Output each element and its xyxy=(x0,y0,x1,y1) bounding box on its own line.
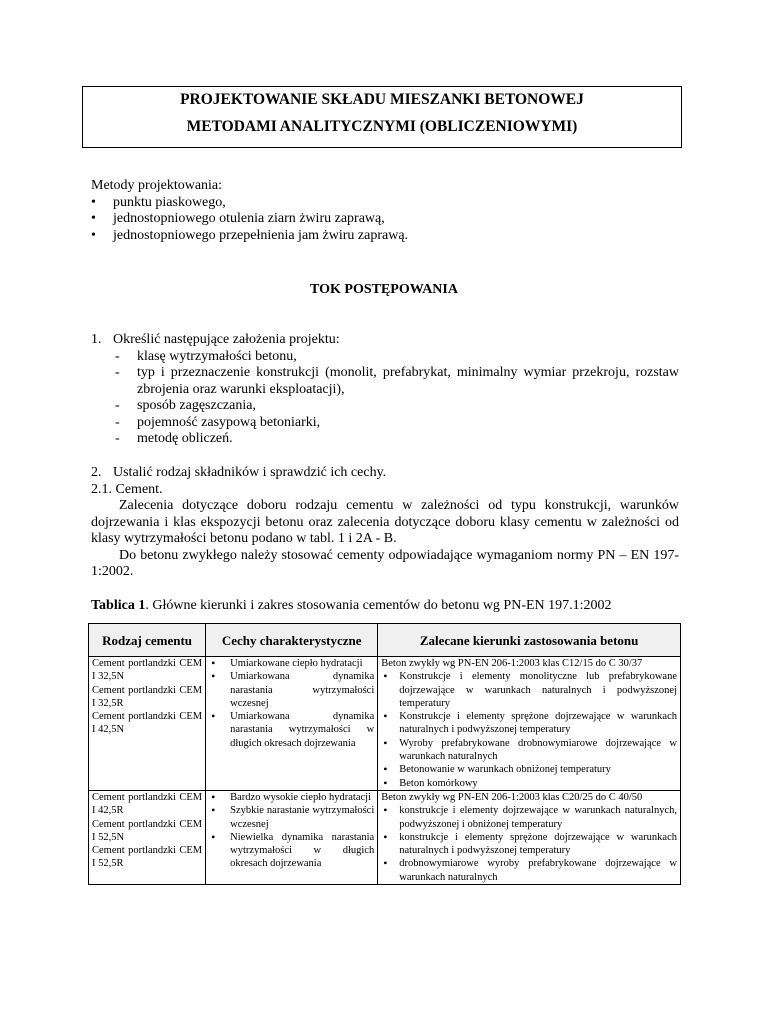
step-1-item: - metodę obliczeń. xyxy=(115,431,233,446)
features-cell: • Umiarkowane ciepło hydratacji • Umiarkowana dynamika narastania wytrzymałości wczesnej • Umiarkowana dynamika narastania wytrzymałości w długich okresach dojrzewania xyxy=(206,657,378,791)
step-1 xyxy=(91,332,679,448)
table-caption xyxy=(91,598,691,614)
method-item: • punktu piaskowego, xyxy=(91,194,226,210)
step-1-item: - typ i przeznaczenie konstrukcji (monolit, prefabrykat, minimalny wymiar przekroju, rozstaw zbrojenia oraz warunki eksploatacji), xyxy=(115,365,679,397)
applications-cell: Beton zwykły wg PN-EN 206-1:2003 klas C12/15 do C 30/37 • Konstrukcje i elementy monolityczne lub prefabrykowane dojrzewające w warunkach naturalnych i podwyższonej temperatury • Konstrukcje i elementy sprężone dojrzewające w warunkach naturalnych i podwyższonej temperatury • Wyroby prefabrykowane drobnowymiarowe dojrzewające w warunkach naturalnych • Betonowanie w warunkach obniżonej temperatury • Beton komórkowy xyxy=(378,657,681,791)
methods-intro xyxy=(91,178,691,244)
table-caption-text: . Główne kierunki i zakres stosowania cementów do betonu wg PN-EN 197.1:2002 xyxy=(145,598,612,613)
step-2-1-heading: 2.1. Cement. xyxy=(91,481,163,497)
cement-cell: Cement portlandzki CEM I 42,5R Cement portlandzki CEM I 52,5N Cement portlandzki CEM I 52,5R xyxy=(89,790,206,884)
header-cement-type: Rodzaj cementu xyxy=(89,624,206,657)
cement-table xyxy=(88,623,681,885)
title-line-1: PROJEKTOWANIE SKŁADU MIESZANKI BETONOWEJ xyxy=(180,91,584,108)
features-cell: • Bardzo wysokie ciepło hydratacji • Szybkie narastanie wytrzymałości wczesnej • Niewielka dynamika narastania wytrzymałości w długich okresach dojrzewania xyxy=(206,790,378,884)
header-features: Cechy charakterystyczne xyxy=(206,624,378,657)
cement-cell: Cement portlandzki CEM I 32,5N Cement portlandzki CEM I 32,5R Cement portlandzki CEM I 42,5N xyxy=(89,657,206,791)
bullet-icon: • xyxy=(91,227,96,243)
step-1-item: - pojemność zasypową betoniarki, xyxy=(115,414,321,430)
step-1-item: - sposób zagęszczania, xyxy=(115,398,256,413)
table-row xyxy=(89,790,681,884)
cement-paragraph-2: Do betonu zwykłego należy stosować cementy odpowiadające wymaganiom normy PN – EN 197-1:2002. xyxy=(91,547,679,579)
table-header-row xyxy=(89,624,681,657)
section-title: TOK POSTĘPOWANIA xyxy=(310,282,458,297)
cement-paragraph-1: Zalecenia dotyczące doboru rodzaju cementu w zależności od typu konstrukcji, warunków dojrzewania i klas ekspozycji betonu oraz zalecenia dotyczące doboru klasy cementu w zależności od klasy wytrzymałości betonu podano w tabl. 1 i 2A - B. xyxy=(91,498,679,546)
step-2-heading: 2. Ustalić rodzaj składników i sprawdzić ich cechy. xyxy=(91,465,387,480)
header-applications: Zalecane kierunki zastosowania betonu xyxy=(378,624,681,657)
methods-heading: Metody projektowania: xyxy=(91,178,223,193)
method-item: • jednostopniowego otulenia ziarn żwiru zaprawą, xyxy=(91,211,385,226)
method-item: • jednostopniowego przepełnienia jam żwiru zaprawą. xyxy=(91,227,409,243)
applications-cell: Beton zwykły wg PN-EN 206-1:2003 klas C20/25 do C 40/50 • konstrukcje i elementy dojrzewające w warunkach naturalnych, podwyższonej i obniżonej temperatury • konstrukcje i elementy sprężone dojrzewające w warunkach naturalnych i podwyższonej temperatury • drobnowymiarowe wyroby prefabrykowane dojrzewające w warunkach naturalnych xyxy=(378,790,681,884)
bullet-icon: • xyxy=(91,211,96,226)
step-1-heading: 1. Określić następujące założenia projektu: xyxy=(91,332,340,347)
title-line-2: METODAMI ANALITYCZNYMI (OBLICZENIOWYMI) xyxy=(186,118,578,135)
title-box xyxy=(82,86,682,148)
table-row xyxy=(89,657,681,791)
step-1-item: - klasę wytrzymałości betonu, xyxy=(115,348,297,364)
table-caption-label: Tablica 1 xyxy=(91,598,146,613)
bullet-icon: • xyxy=(91,194,96,210)
step-2 xyxy=(91,465,679,581)
